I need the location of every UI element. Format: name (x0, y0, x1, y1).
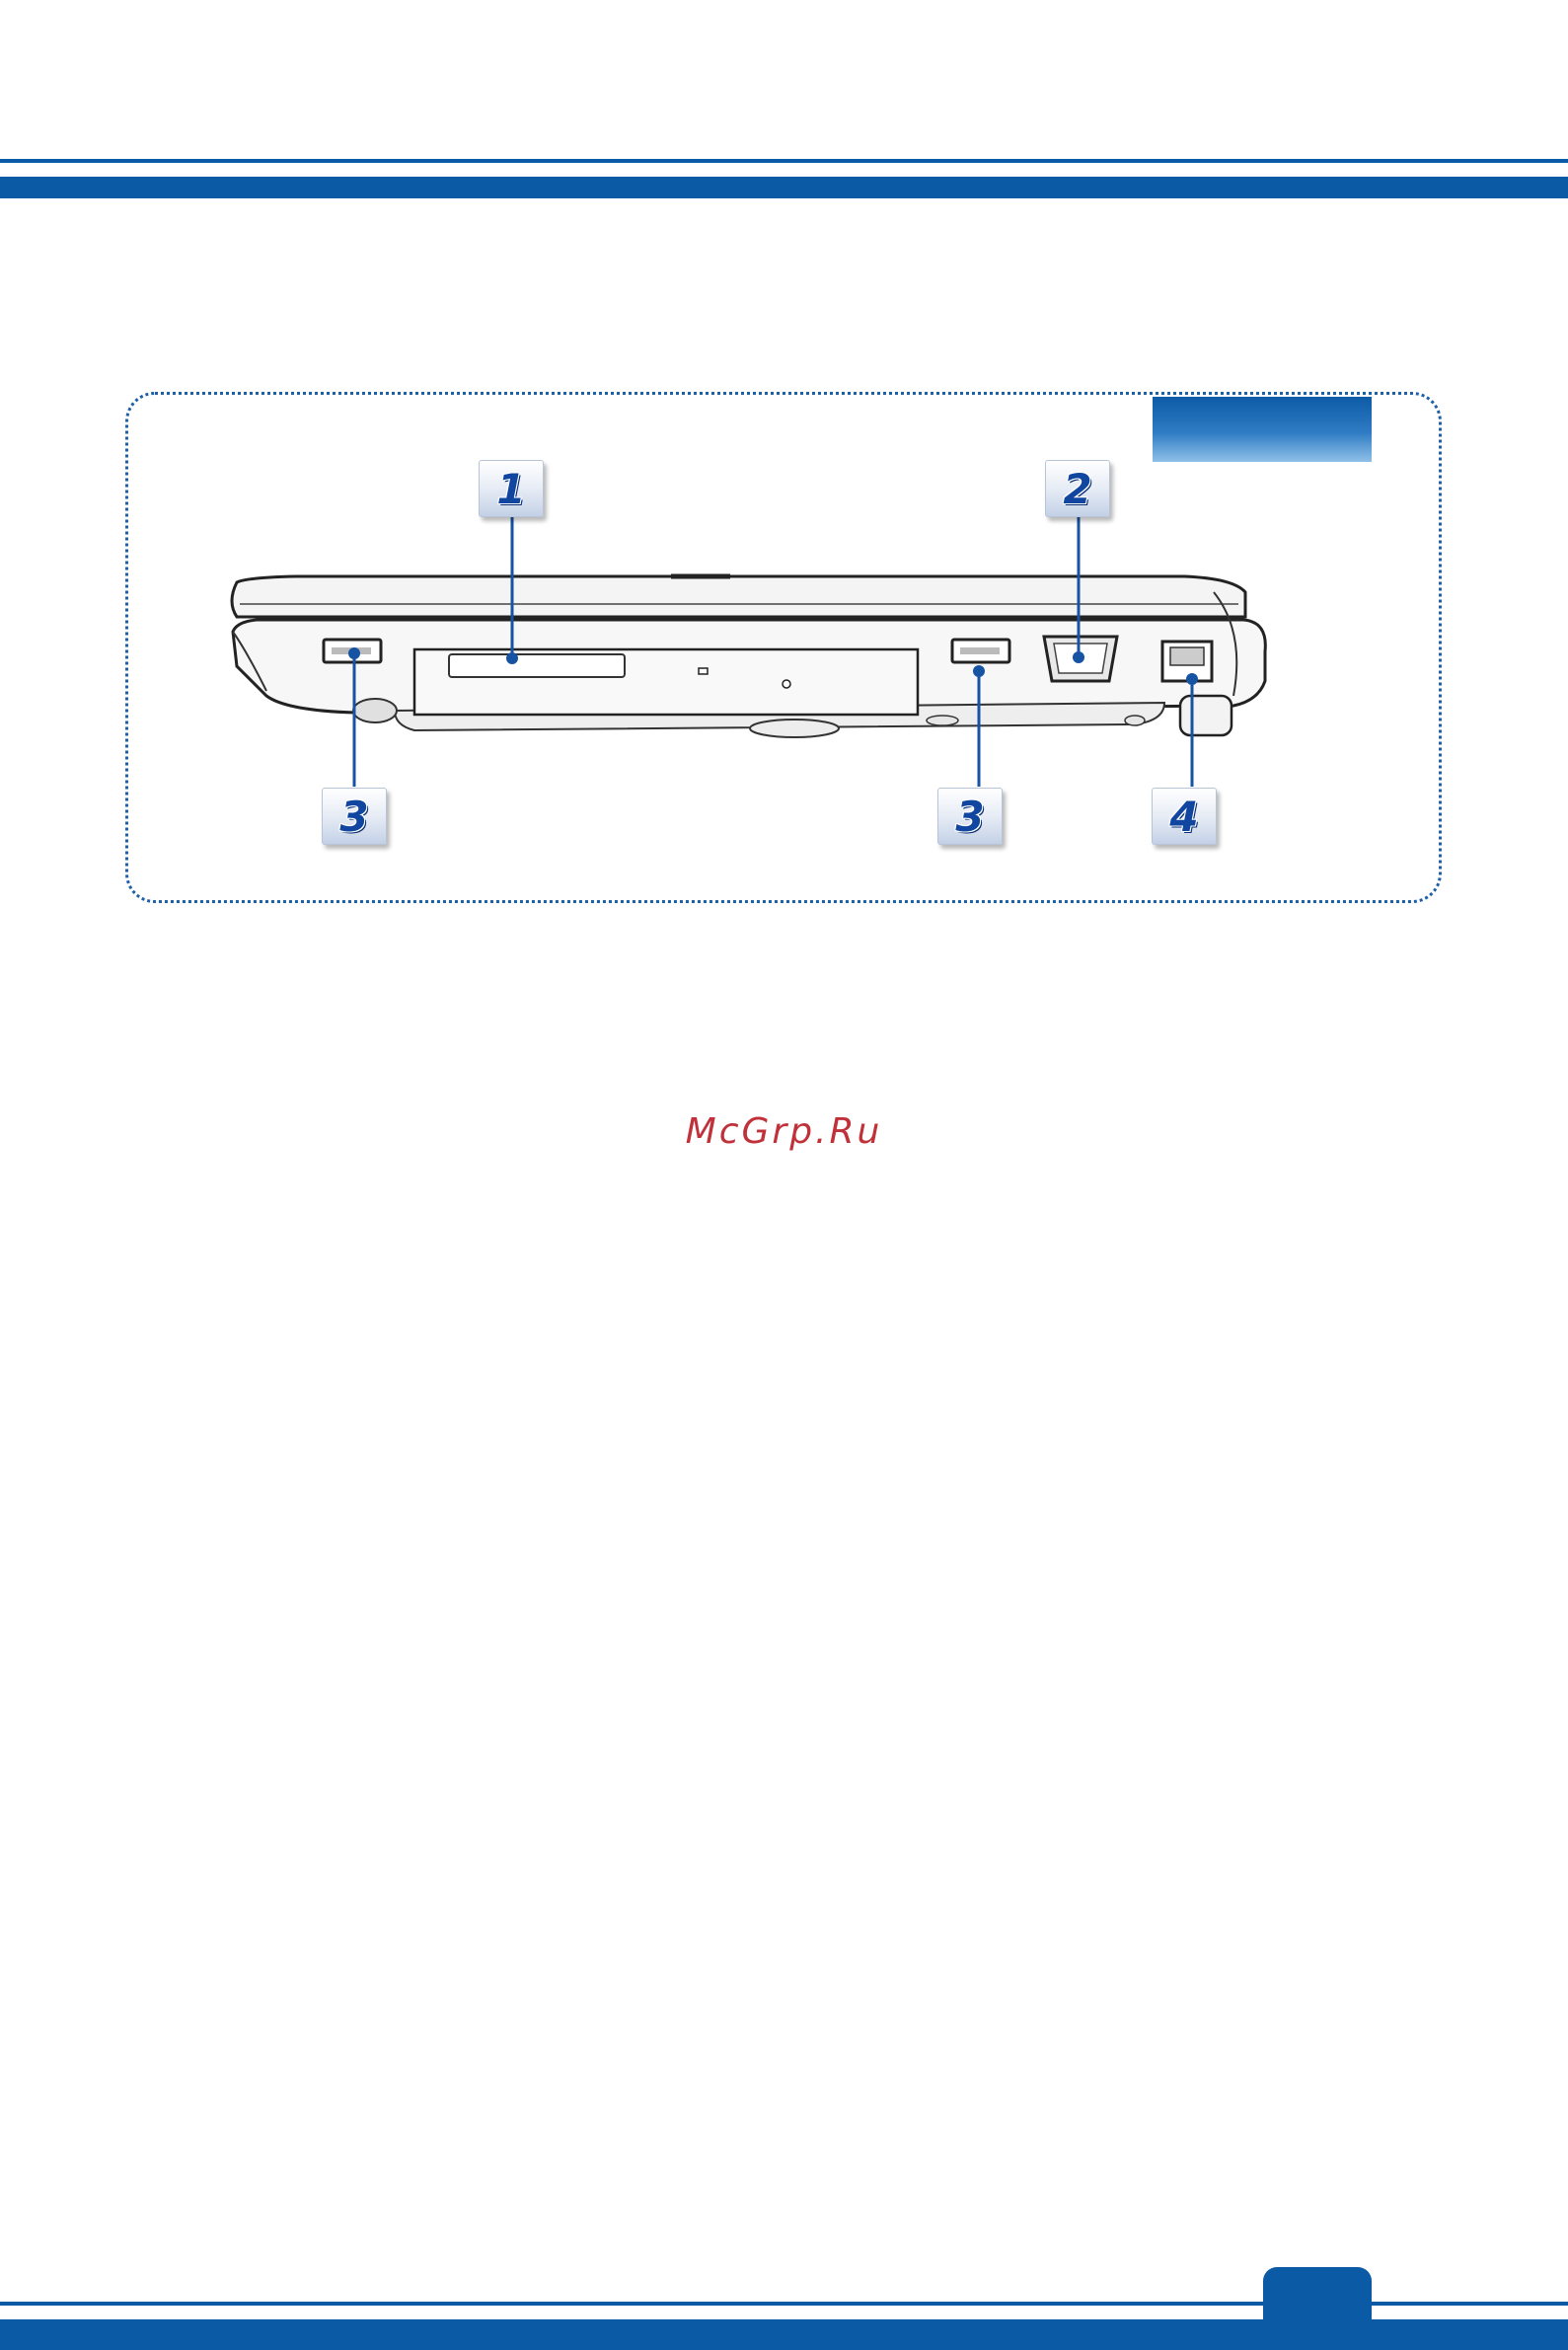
watermark-text: McGrp.Ru (685, 1111, 883, 1152)
laptop-right-side-illustration (0, 0, 1568, 987)
callout-2: 2 (1045, 460, 1110, 517)
callout-3-middle: 3 (937, 788, 1003, 845)
callout-1: 1 (479, 460, 544, 517)
callout-3-left: 3 (322, 788, 387, 845)
callout-4: 4 (1152, 788, 1217, 845)
page-number-tab (1263, 2267, 1372, 2326)
